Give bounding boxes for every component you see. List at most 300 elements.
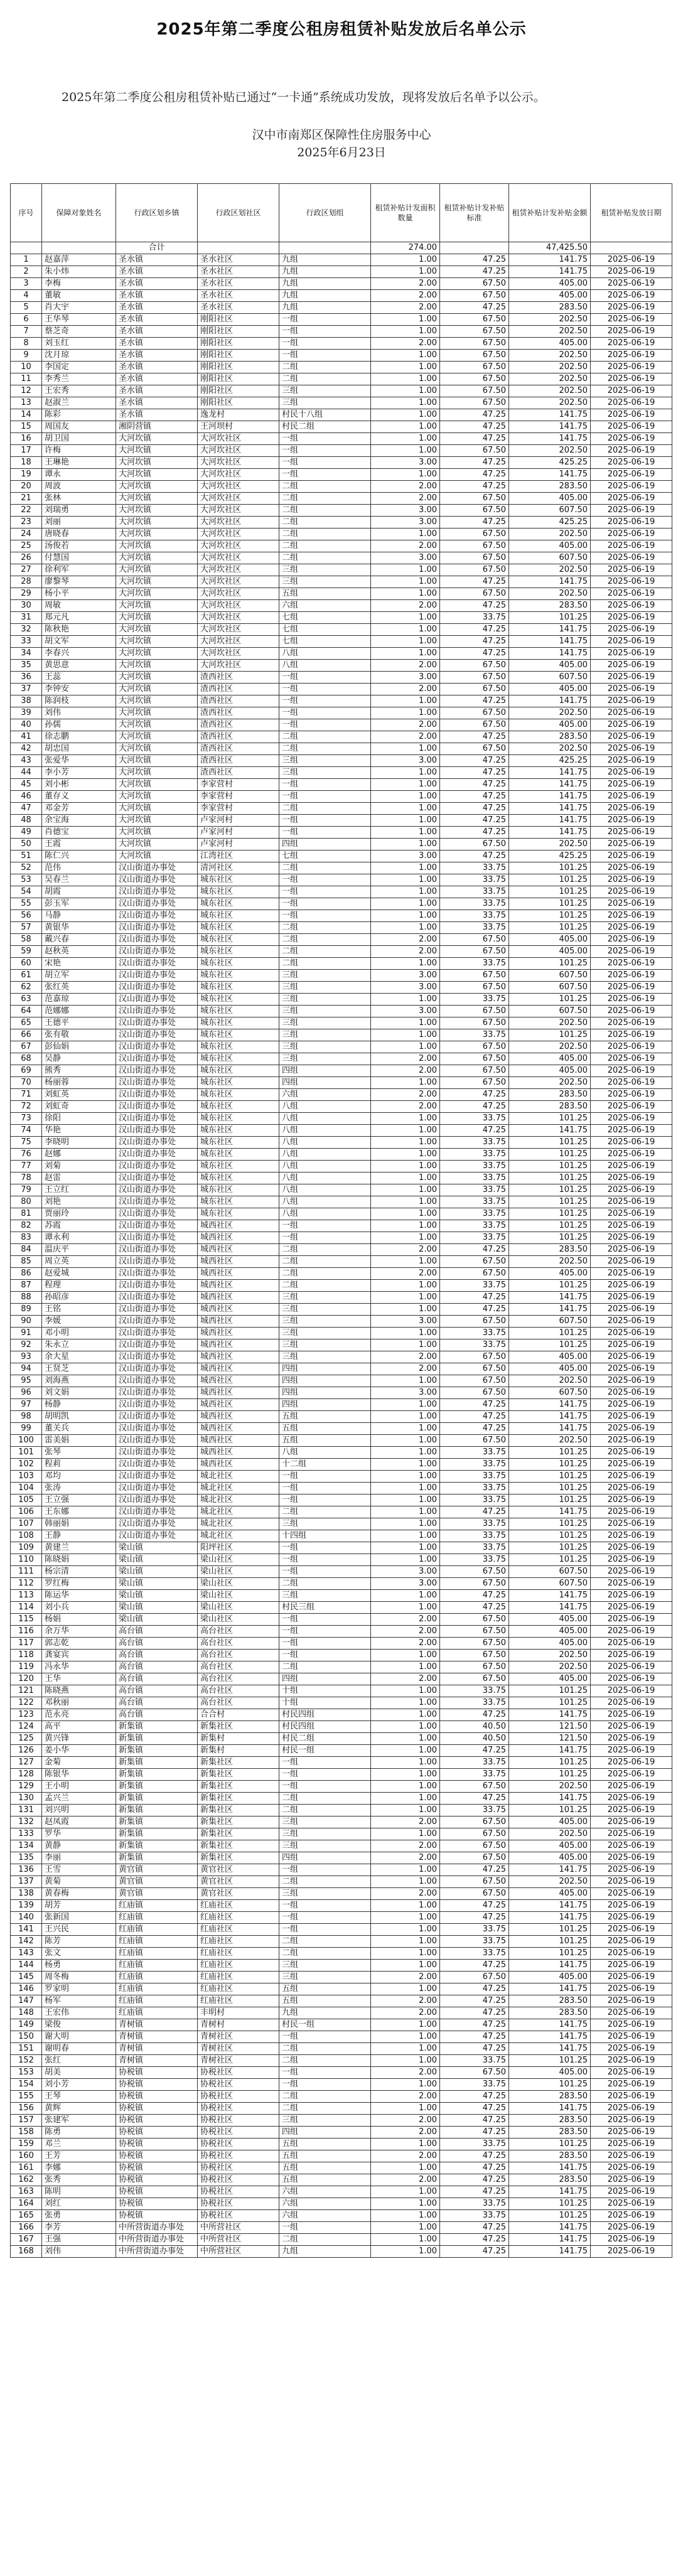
table-row bbox=[11, 2103, 672, 2115]
cell-amount: 405.00 bbox=[509, 290, 591, 302]
cell-amount: 141.75 bbox=[509, 1602, 591, 1614]
cell-amount: 405.00 bbox=[509, 660, 591, 672]
cell-amount: 202.50 bbox=[509, 1781, 591, 1793]
cell-area: 2.00 bbox=[371, 1840, 440, 1852]
cell-index: 17 bbox=[11, 445, 42, 457]
cell-area: 1.00 bbox=[371, 1542, 440, 1554]
cell-amount: 202.50 bbox=[509, 362, 591, 373]
cell-community: 青树村 bbox=[198, 2019, 279, 2031]
cell-community: 城北社区 bbox=[198, 1483, 279, 1495]
cell-name: 胡卫国 bbox=[42, 433, 116, 445]
cell-area: 1.00 bbox=[371, 529, 440, 540]
cell-standard: 67.50 bbox=[440, 385, 509, 397]
cell-amount: 101.25 bbox=[509, 1208, 591, 1220]
cell-name: 余大星 bbox=[42, 1351, 116, 1363]
cell-standard: 67.50 bbox=[440, 588, 509, 600]
cell-group: 一组 bbox=[279, 326, 371, 338]
table-row bbox=[11, 1459, 672, 1471]
cell-amount: 405.00 bbox=[509, 1638, 591, 1650]
cell-amount: 141.75 bbox=[509, 1506, 591, 1518]
cell-standard: 67.50 bbox=[440, 326, 509, 338]
cell-amount: 202.50 bbox=[509, 1077, 591, 1089]
cell-name: 王小明 bbox=[42, 1781, 116, 1793]
cell-community: 城西社区 bbox=[198, 1447, 279, 1459]
cell-town: 大河坎镇 bbox=[116, 803, 198, 815]
cell-index: 49 bbox=[11, 827, 42, 839]
cell-standard: 33.75 bbox=[440, 1161, 509, 1173]
cell-town: 汉山街道办事处 bbox=[116, 1483, 198, 1495]
cell-index: 54 bbox=[11, 886, 42, 898]
cell-standard: 47.25 bbox=[440, 755, 509, 767]
cell-group: 三组 bbox=[279, 1972, 371, 1983]
cell-amount: 202.50 bbox=[509, 326, 591, 338]
cell-name: 张文 bbox=[42, 1948, 116, 1960]
cell-area: 1.00 bbox=[371, 588, 440, 600]
cell-area: 1.00 bbox=[371, 1983, 440, 1995]
cell-town: 大河坎镇 bbox=[116, 755, 198, 767]
cell-standard: 67.50 bbox=[440, 350, 509, 362]
cell-community: 梁山社区 bbox=[198, 1554, 279, 1566]
cell-group: 一组 bbox=[279, 707, 371, 719]
cell-amount: 607.50 bbox=[509, 970, 591, 982]
cell-date: 2025-06-19 bbox=[591, 1292, 672, 1304]
cell-community: 新集社区 bbox=[198, 1828, 279, 1840]
table-row bbox=[11, 910, 672, 922]
cell-name: 刘丽 bbox=[42, 517, 116, 529]
cell-community: 城东社区 bbox=[198, 1089, 279, 1101]
cell-area: 3.00 bbox=[371, 505, 440, 517]
cell-name: 刘小彬 bbox=[42, 779, 116, 791]
cell-area: 2.00 bbox=[371, 540, 440, 552]
cell-index: 147 bbox=[11, 1995, 42, 2007]
cell-standard: 47.25 bbox=[440, 779, 509, 791]
cell-group: 一组 bbox=[279, 1924, 371, 1936]
cell-community: 大河坎社区 bbox=[198, 612, 279, 624]
table-row bbox=[11, 1685, 672, 1697]
cell-area: 1.00 bbox=[371, 994, 440, 1006]
cell-amount: 607.50 bbox=[509, 672, 591, 684]
cell-amount: 141.75 bbox=[509, 767, 591, 779]
table-row bbox=[11, 373, 672, 385]
cell-area: 1.00 bbox=[371, 266, 440, 278]
cell-date: 2025-06-19 bbox=[591, 1495, 672, 1506]
table-row bbox=[11, 302, 672, 314]
total-area: 274.00 bbox=[371, 242, 440, 254]
table-row bbox=[11, 958, 672, 970]
table-row bbox=[11, 2115, 672, 2127]
table-row bbox=[11, 1089, 672, 1101]
cell-index: 69 bbox=[11, 1065, 42, 1077]
cell-community: 协税社区 bbox=[198, 2115, 279, 2127]
cell-group: 三组 bbox=[279, 1828, 371, 1840]
cell-index: 157 bbox=[11, 2115, 42, 2127]
cell-date: 2025-06-19 bbox=[591, 1995, 672, 2007]
cell-town: 汉山街道办事处 bbox=[116, 1328, 198, 1339]
cell-standard: 47.25 bbox=[440, 2162, 509, 2174]
cell-date: 2025-06-19 bbox=[591, 2091, 672, 2103]
cell-standard: 47.25 bbox=[440, 1506, 509, 1518]
cell-date: 2025-06-19 bbox=[591, 1447, 672, 1459]
cell-amount: 202.50 bbox=[509, 1375, 591, 1387]
cell-amount: 405.00 bbox=[509, 719, 591, 731]
cell-group: 一组 bbox=[279, 1614, 371, 1626]
cell-date: 2025-06-19 bbox=[591, 1828, 672, 1840]
cell-index: 26 bbox=[11, 552, 42, 564]
cell-name: 杨宗清 bbox=[42, 1566, 116, 1578]
cell-index: 6 bbox=[11, 314, 42, 326]
cell-index: 127 bbox=[11, 1757, 42, 1769]
cell-community: 城东社区 bbox=[198, 886, 279, 898]
cell-group: 三组 bbox=[279, 1328, 371, 1339]
cell-name: 李娜 bbox=[42, 2162, 116, 2174]
cell-date: 2025-06-19 bbox=[591, 433, 672, 445]
cell-community: 大河坎社区 bbox=[198, 564, 279, 576]
cell-date: 2025-06-19 bbox=[591, 1137, 672, 1149]
cell-name: 赵淑兰 bbox=[42, 397, 116, 409]
cell-community: 新集社区 bbox=[198, 1757, 279, 1769]
table-row bbox=[11, 1256, 672, 1268]
cell-area: 2.00 bbox=[371, 2174, 440, 2186]
cell-group: 三组 bbox=[279, 576, 371, 588]
cell-group: 五组 bbox=[279, 1411, 371, 1423]
cell-standard: 33.75 bbox=[440, 1805, 509, 1817]
cell-date: 2025-06-19 bbox=[591, 851, 672, 862]
cell-area: 1.00 bbox=[371, 469, 440, 481]
cell-town: 汉山街道办事处 bbox=[116, 1017, 198, 1029]
cell-date: 2025-06-19 bbox=[591, 1614, 672, 1626]
cell-standard: 67.50 bbox=[440, 278, 509, 290]
cell-standard: 67.50 bbox=[440, 1041, 509, 1053]
cell-date: 2025-06-19 bbox=[591, 1518, 672, 1530]
cell-area: 1.00 bbox=[371, 1805, 440, 1817]
cell-group: 一组 bbox=[279, 433, 371, 445]
cell-amount: 202.50 bbox=[509, 1661, 591, 1673]
cell-name: 谢大明 bbox=[42, 2031, 116, 2043]
cell-amount: 101.25 bbox=[509, 1137, 591, 1149]
cell-group: 二组 bbox=[279, 1936, 371, 1948]
cell-community: 高台社区 bbox=[198, 1638, 279, 1650]
cell-amount: 141.75 bbox=[509, 624, 591, 636]
cell-index: 102 bbox=[11, 1459, 42, 1471]
cell-town: 大河坎镇 bbox=[116, 481, 198, 493]
cell-date: 2025-06-19 bbox=[591, 2162, 672, 2174]
cell-area: 1.00 bbox=[371, 1041, 440, 1053]
cell-town: 大河坎镇 bbox=[116, 839, 198, 851]
cell-community: 城西社区 bbox=[198, 1399, 279, 1411]
cell-index: 89 bbox=[11, 1304, 42, 1316]
cell-group: 一组 bbox=[279, 1900, 371, 1912]
cell-index: 99 bbox=[11, 1423, 42, 1435]
cell-group: 八组 bbox=[279, 1149, 371, 1161]
cell-date: 2025-06-19 bbox=[591, 1840, 672, 1852]
cell-standard: 47.25 bbox=[440, 2127, 509, 2139]
cell-standard: 67.50 bbox=[440, 1316, 509, 1328]
cell-town: 青树镇 bbox=[116, 2019, 198, 2031]
cell-standard: 67.50 bbox=[440, 1375, 509, 1387]
cell-index: 81 bbox=[11, 1208, 42, 1220]
cell-town: 汉山街道办事处 bbox=[116, 1256, 198, 1268]
table-row bbox=[11, 1709, 672, 1721]
cell-name: 戴兴春 bbox=[42, 934, 116, 946]
cell-group: 一组 bbox=[279, 1232, 371, 1244]
cell-name: 刘伟 bbox=[42, 707, 116, 719]
cell-group: 一组 bbox=[279, 1542, 371, 1554]
table-row bbox=[11, 481, 672, 493]
cell-name: 罗家明 bbox=[42, 1983, 116, 1995]
cell-amount: 405.00 bbox=[509, 1363, 591, 1375]
cell-standard: 47.25 bbox=[440, 600, 509, 612]
cell-town: 大河坎镇 bbox=[116, 779, 198, 791]
cell-index: 35 bbox=[11, 660, 42, 672]
cell-town: 大河坎镇 bbox=[116, 648, 198, 660]
cell-community: 城东社区 bbox=[198, 970, 279, 982]
table-row bbox=[11, 397, 672, 409]
cell-town: 红庙镇 bbox=[116, 1995, 198, 2007]
cell-community: 城西社区 bbox=[198, 1363, 279, 1375]
cell-name: 汤俊若 bbox=[42, 540, 116, 552]
cell-standard: 47.25 bbox=[440, 2019, 509, 2031]
cell-index: 159 bbox=[11, 2139, 42, 2150]
cell-standard: 33.75 bbox=[440, 994, 509, 1006]
cell-standard: 47.25 bbox=[440, 457, 509, 469]
cell-index: 149 bbox=[11, 2019, 42, 2031]
cell-town: 汉山街道办事处 bbox=[116, 1304, 198, 1316]
cell-group: 三组 bbox=[279, 1316, 371, 1328]
cell-community: 协税社区 bbox=[198, 2127, 279, 2139]
cell-date: 2025-06-19 bbox=[591, 1983, 672, 1995]
cell-index: 58 bbox=[11, 934, 42, 946]
cell-date: 2025-06-19 bbox=[591, 1578, 672, 1590]
notice-date: 2025年6月23日 bbox=[297, 146, 386, 159]
cell-group: 八组 bbox=[279, 1113, 371, 1125]
cell-group: 三组 bbox=[279, 1888, 371, 1900]
cell-area: 1.00 bbox=[371, 433, 440, 445]
cell-community: 红庙社区 bbox=[198, 1948, 279, 1960]
cell-community: 城北社区 bbox=[198, 1530, 279, 1542]
cell-area: 1.00 bbox=[371, 815, 440, 827]
cell-group: 八组 bbox=[279, 1447, 371, 1459]
cell-date: 2025-06-19 bbox=[591, 1972, 672, 1983]
cell-town: 汉山街道办事处 bbox=[116, 994, 198, 1006]
cell-index: 97 bbox=[11, 1399, 42, 1411]
cell-index: 10 bbox=[11, 362, 42, 373]
table-row bbox=[11, 1161, 672, 1173]
cell-town: 汉山街道办事处 bbox=[116, 1375, 198, 1387]
cell-area: 1.00 bbox=[371, 648, 440, 660]
cell-area: 2.00 bbox=[371, 2115, 440, 2127]
cell-date: 2025-06-19 bbox=[591, 743, 672, 755]
cell-date: 2025-06-19 bbox=[591, 397, 672, 409]
cell-community: 梁山社区 bbox=[198, 1578, 279, 1590]
cell-group: 四组 bbox=[279, 839, 371, 851]
cell-community: 青树社区 bbox=[198, 2031, 279, 2043]
cell-group: 一组 bbox=[279, 1650, 371, 1661]
cell-standard: 33.75 bbox=[440, 1530, 509, 1542]
cell-group: 九组 bbox=[279, 2007, 371, 2019]
cell-standard: 33.75 bbox=[440, 1113, 509, 1125]
cell-amount: 141.75 bbox=[509, 2222, 591, 2234]
cell-area: 3.00 bbox=[371, 672, 440, 684]
cell-index: 96 bbox=[11, 1387, 42, 1399]
cell-area: 2.00 bbox=[371, 1053, 440, 1065]
cell-amount: 283.50 bbox=[509, 1101, 591, 1113]
cell-date: 2025-06-19 bbox=[591, 445, 672, 457]
cell-standard: 33.75 bbox=[440, 1769, 509, 1781]
cell-area: 1.00 bbox=[371, 1650, 440, 1661]
cell-date: 2025-06-19 bbox=[591, 350, 672, 362]
cell-area: 1.00 bbox=[371, 1602, 440, 1614]
cell-group: 二组 bbox=[279, 743, 371, 755]
table-row bbox=[11, 469, 672, 481]
cell-town: 协税镇 bbox=[116, 2139, 198, 2150]
cell-community: 协税社区 bbox=[198, 2079, 279, 2091]
cell-area: 1.00 bbox=[371, 1900, 440, 1912]
cell-name: 余宝海 bbox=[42, 815, 116, 827]
cell-community: 合合村 bbox=[198, 1709, 279, 1721]
cell-area: 1.00 bbox=[371, 898, 440, 910]
cell-town: 大河坎镇 bbox=[116, 457, 198, 469]
cell-standard: 33.75 bbox=[440, 1518, 509, 1530]
cell-area: 1.00 bbox=[371, 350, 440, 362]
cell-date: 2025-06-19 bbox=[591, 1113, 672, 1125]
cell-index: 43 bbox=[11, 755, 42, 767]
cell-group: 七组 bbox=[279, 851, 371, 862]
cell-town: 圣水镇 bbox=[116, 326, 198, 338]
cell-group: 三组 bbox=[279, 1518, 371, 1530]
cell-area: 1.00 bbox=[371, 1208, 440, 1220]
cell-amount: 405.00 bbox=[509, 1614, 591, 1626]
cell-amount: 141.75 bbox=[509, 1912, 591, 1924]
cell-index: 41 bbox=[11, 731, 42, 743]
cell-community: 城东社区 bbox=[198, 958, 279, 970]
cell-amount: 283.50 bbox=[509, 1995, 591, 2007]
cell-group: 三组 bbox=[279, 755, 371, 767]
header-name: 保障对象姓名 bbox=[42, 184, 116, 242]
cell-standard: 67.50 bbox=[440, 1578, 509, 1590]
table-row bbox=[11, 445, 672, 457]
cell-community: 红庙社区 bbox=[198, 1936, 279, 1948]
cell-group: 一组 bbox=[279, 338, 371, 350]
cell-group: 八组 bbox=[279, 648, 371, 660]
cell-town: 中所营街道办事处 bbox=[116, 2222, 198, 2234]
cell-name: 李芳 bbox=[42, 2222, 116, 2234]
cell-town: 新集镇 bbox=[116, 1840, 198, 1852]
cell-group: 一组 bbox=[279, 1638, 371, 1650]
cell-amount: 405.00 bbox=[509, 278, 591, 290]
cell-standard: 33.75 bbox=[440, 1471, 509, 1483]
cell-date: 2025-06-19 bbox=[591, 1793, 672, 1805]
cell-name: 邓均 bbox=[42, 1471, 116, 1483]
cell-date: 2025-06-19 bbox=[591, 278, 672, 290]
table-row bbox=[11, 1864, 672, 1876]
cell-community: 高台社区 bbox=[198, 1673, 279, 1685]
cell-town: 梁山镇 bbox=[116, 1566, 198, 1578]
cell-area: 3.00 bbox=[371, 1387, 440, 1399]
cell-standard: 47.25 bbox=[440, 1960, 509, 1972]
cell-index: 123 bbox=[11, 1709, 42, 1721]
cell-group: 六组 bbox=[279, 2210, 371, 2222]
cell-standard: 47.25 bbox=[440, 1995, 509, 2007]
cell-standard: 47.25 bbox=[440, 636, 509, 648]
cell-index: 63 bbox=[11, 994, 42, 1006]
header-standard: 租赁补贴计发补贴标准 bbox=[440, 184, 509, 242]
cell-standard: 47.25 bbox=[440, 2150, 509, 2162]
cell-date: 2025-06-19 bbox=[591, 1232, 672, 1244]
cell-standard: 33.75 bbox=[440, 1757, 509, 1769]
cell-date: 2025-06-19 bbox=[591, 1017, 672, 1029]
table-row bbox=[11, 827, 672, 839]
cell-community: 协税社区 bbox=[198, 2067, 279, 2079]
cell-name: 谭永利 bbox=[42, 1232, 116, 1244]
cell-town: 汉山街道办事处 bbox=[116, 1459, 198, 1471]
cell-standard: 67.50 bbox=[440, 373, 509, 385]
cell-community: 阳坪社区 bbox=[198, 1542, 279, 1554]
cell-date: 2025-06-19 bbox=[591, 1244, 672, 1256]
cell-community: 协税社区 bbox=[198, 2139, 279, 2150]
cell-standard: 67.50 bbox=[440, 1435, 509, 1447]
cell-amount: 202.50 bbox=[509, 1650, 591, 1661]
cell-index: 71 bbox=[11, 1089, 42, 1101]
table-row bbox=[11, 743, 672, 755]
cell-name: 黄春梅 bbox=[42, 1888, 116, 1900]
cell-name: 周冬梅 bbox=[42, 1972, 116, 1983]
table-row bbox=[11, 1113, 672, 1125]
cell-index: 68 bbox=[11, 1053, 42, 1065]
cell-area: 1.00 bbox=[371, 886, 440, 898]
table-row bbox=[11, 600, 672, 612]
cell-group: 村民四组 bbox=[279, 1709, 371, 1721]
cell-date: 2025-06-19 bbox=[591, 1363, 672, 1375]
cell-community: 城西社区 bbox=[198, 1316, 279, 1328]
cell-index: 50 bbox=[11, 839, 42, 851]
cell-date: 2025-06-19 bbox=[591, 1006, 672, 1017]
cell-standard: 47.25 bbox=[440, 1590, 509, 1602]
cell-date: 2025-06-19 bbox=[591, 1626, 672, 1638]
cell-area: 1.00 bbox=[371, 1459, 440, 1471]
cell-community: 渣西社区 bbox=[198, 719, 279, 731]
cell-amount: 202.50 bbox=[509, 529, 591, 540]
cell-area: 2.00 bbox=[371, 2150, 440, 2162]
cell-amount: 202.50 bbox=[509, 1017, 591, 1029]
cell-standard: 47.25 bbox=[440, 481, 509, 493]
cell-name: 刘虹奇 bbox=[42, 1101, 116, 1113]
cell-area: 1.00 bbox=[371, 1590, 440, 1602]
cell-group: 一组 bbox=[279, 2031, 371, 2043]
cell-name: 赵嘉萍 bbox=[42, 254, 116, 266]
cell-date: 2025-06-19 bbox=[591, 409, 672, 421]
cell-community: 城东社区 bbox=[198, 1161, 279, 1173]
cell-town: 汉山街道办事处 bbox=[116, 874, 198, 886]
cell-date: 2025-06-19 bbox=[591, 1745, 672, 1757]
cell-town: 协税镇 bbox=[116, 2210, 198, 2222]
cell-community: 城西社区 bbox=[198, 1304, 279, 1316]
cell-date: 2025-06-19 bbox=[591, 2055, 672, 2067]
cell-area: 1.00 bbox=[371, 624, 440, 636]
cell-index: 65 bbox=[11, 1017, 42, 1029]
table-row bbox=[11, 1828, 672, 1840]
cell-name: 吴春兰 bbox=[42, 874, 116, 886]
cell-date: 2025-06-19 bbox=[591, 2174, 672, 2186]
cell-amount: 101.25 bbox=[509, 1518, 591, 1530]
cell-name: 邓兰 bbox=[42, 2139, 116, 2150]
cell-index: 156 bbox=[11, 2103, 42, 2115]
cell-amount: 202.50 bbox=[509, 373, 591, 385]
cell-name: 胡芳 bbox=[42, 1900, 116, 1912]
cell-amount: 101.25 bbox=[509, 958, 591, 970]
cell-amount: 607.50 bbox=[509, 1566, 591, 1578]
cell-group: 二组 bbox=[279, 493, 371, 505]
cell-community: 高台社区 bbox=[198, 1661, 279, 1673]
